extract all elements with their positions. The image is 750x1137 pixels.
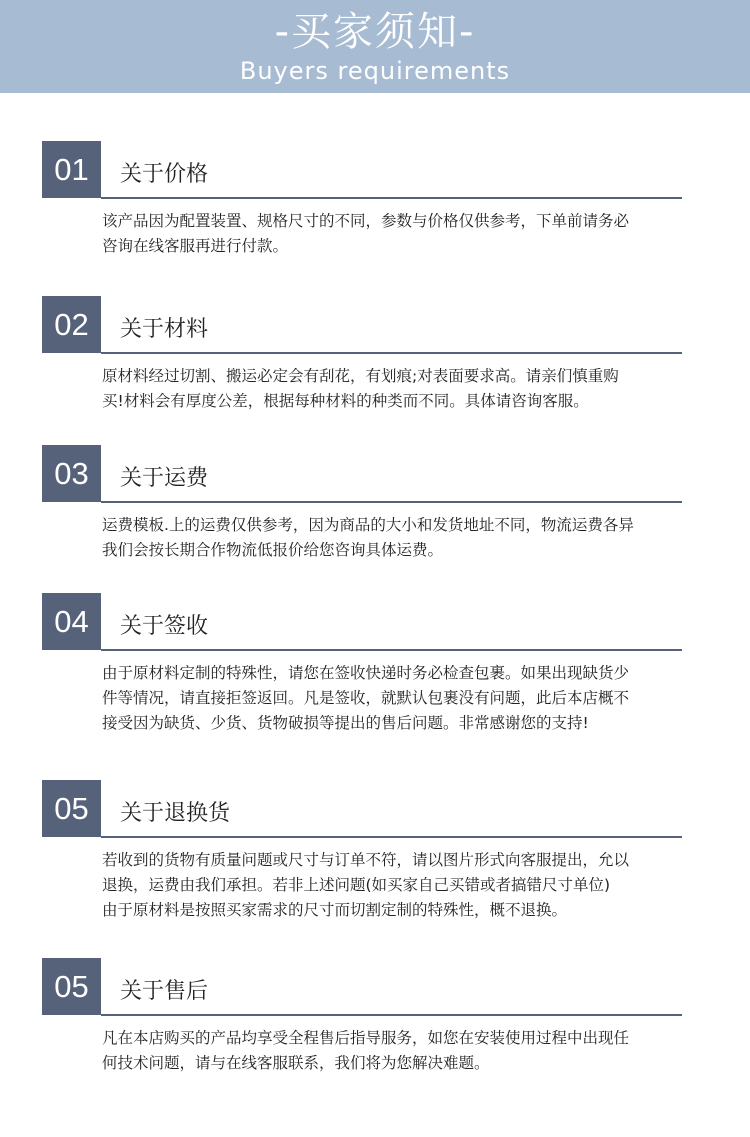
section-body — [102, 1026, 702, 1076]
section-body — [102, 209, 702, 259]
section-divider — [101, 649, 682, 651]
section-number: 05 — [42, 958, 101, 1015]
body-line: 由于原材料定制的特殊性，请您在签收快递时务必检查包裹。如果出现缺货少 — [102, 664, 630, 682]
section-body — [102, 661, 702, 736]
section-divider — [101, 1014, 682, 1016]
section-body — [102, 364, 702, 414]
body-line: 凡在本店购买的产品均享受全程售后指导服务，如您在安装使用过程中出现任 — [102, 1029, 630, 1047]
section-number: 03 — [42, 445, 101, 502]
section-number: 02 — [42, 296, 101, 353]
body-line: 退换，运费由我们承担。若非上述问题(如买家自己买错或者搞错尺寸单位) — [102, 876, 611, 894]
section-body — [102, 848, 702, 923]
body-line: 运费模板.上的运费仅供参考，因为商品的大小和发货地址不同，物流运费各异 — [102, 516, 634, 534]
section-title: 关于退换货 — [120, 801, 231, 826]
body-line: 原材料经过切割、搬运必定会有刮花，有划痕;对表面要求高。请亲们慎重购 — [102, 367, 619, 385]
body-line: 件等情况，请直接拒签返回。凡是签收，就默认包裹没有问题，此后本店概不 — [102, 689, 630, 707]
section-body — [102, 513, 702, 563]
section-title: 关于价格 — [120, 162, 209, 187]
section-title: 关于材料 — [120, 317, 209, 342]
body-line: 该产品因为配置装置、规格尺寸的不同，参数与价格仅供参考，下单前请务必 — [102, 212, 630, 230]
page-title: -买家须知- — [274, 9, 476, 55]
section-divider — [101, 501, 682, 503]
body-line: 买!材料会有厚度公差，根据每种材料的种类而不同。具体请咨询客服。 — [102, 392, 589, 410]
section-divider — [101, 352, 682, 354]
section-number: 04 — [42, 593, 101, 650]
section-number: 05 — [42, 780, 101, 837]
section-divider — [101, 197, 682, 199]
body-line: 我们会按长期合作物流低报价给您咨询具体运费。 — [102, 541, 444, 559]
body-line: 接受因为缺货、少货、货物破损等提出的售后问题。非常感谢您的支持! — [102, 714, 589, 732]
body-line: 何技术问题，请与在线客服联系，我们将为您解决难题。 — [102, 1054, 490, 1072]
page-subtitle: Buyers requirements — [239, 57, 511, 85]
section-title: 关于运费 — [120, 466, 209, 491]
body-line: 咨询在线客服再进行付款。 — [102, 237, 289, 255]
section-divider — [101, 836, 682, 838]
section-number: 01 — [42, 141, 101, 198]
body-line: 若收到的货物有质量问题或尺寸与订单不符，请以图片形式向客服提出，允以 — [102, 851, 630, 869]
section-title: 关于签收 — [120, 614, 209, 639]
section-title: 关于售后 — [120, 979, 209, 1004]
body-line: 由于原材料是按照买家需求的尺寸而切割定制的特殊性，概不退换。 — [102, 901, 568, 919]
header-banner — [0, 0, 750, 93]
